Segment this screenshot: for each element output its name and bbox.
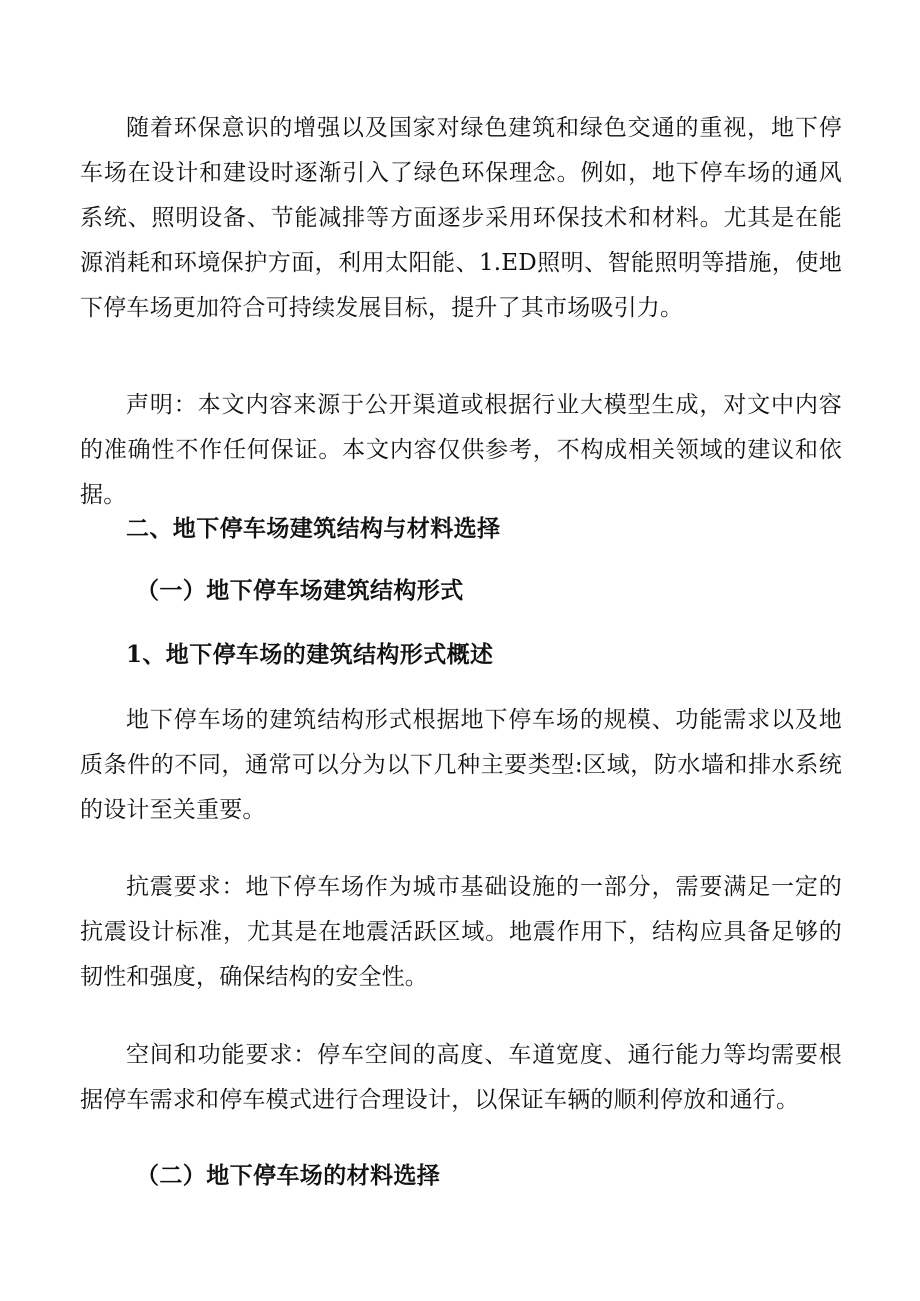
paragraph-green-environment: 随着环保意识的增强以及国家对绿色建筑和绿色交通的重视，地下停车场在设计和建设时逐渐引入了绿色环保理念。例如，地下停车场的通风系统、照明设备、节能减排等方面逐步采用环保技术和材料。尤其是在能源消耗和环境保护方面，利用太阳能、1.ED照明、智能照明等措施，使地下停车场更加符合可持续发展目标，提升了其市场吸引力。	[80, 115, 842, 321]
item-heading-1: 1、地下停车场的建筑结构形式概述	[126, 641, 494, 668]
paragraph-structure-forms: 地下停车场的建筑结构形式根据地下停车场的规模、功能需求以及地质条件的不同，通常可以分为以下几种主要类型:区域，防水墙和排水系统的设计至关重要。	[80, 707, 842, 823]
paragraph-seismic-requirements: 抗震要求：地下停车场作为城市基础设施的一部分，需要满足一定的抗震设计标准，尤其是在地震活跃区域。地震作用下，结构应具备足够的韧性和强度，确保结构的安全性。	[80, 874, 842, 990]
paragraph-space-requirements: 空间和功能要求：停车空间的高度、车道宽度、通行能力等均需要根据停车需求和停车模式进行合理设计，以保证车辆的顺利停放和通行。	[80, 1042, 842, 1113]
subsection-heading-2: （二）地下停车场的材料选择	[136, 1162, 441, 1189]
subsection-heading-1: （一）地下停车场建筑结构形式	[136, 577, 464, 604]
section-heading-2: 二、地下停车场建筑结构与材料选择	[126, 515, 501, 542]
paragraph-disclaimer: 声明：本文内容来源于公开渠道或根据行业大模型生成，对文中内容的准确性不作任何保证。本文内容仅供参考，不构成相关领域的建议和依据。	[80, 392, 842, 508]
